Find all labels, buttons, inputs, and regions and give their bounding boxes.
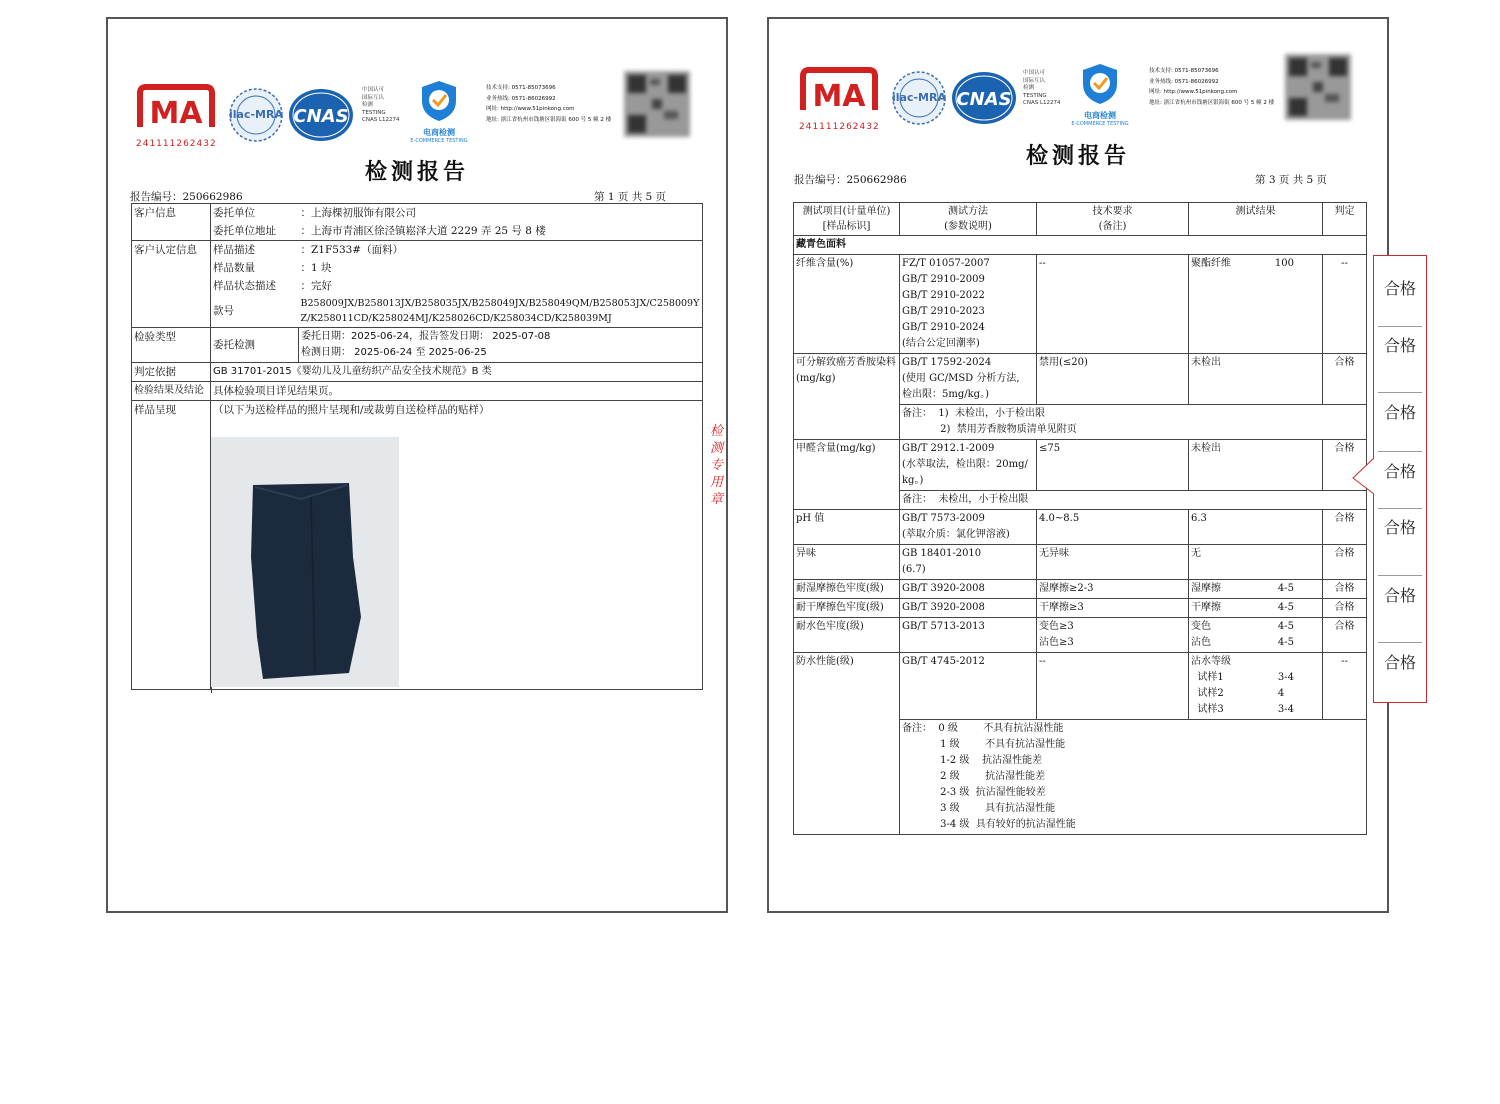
sample-state: ：完好 bbox=[299, 277, 703, 295]
cnas-text: CNAS bbox=[956, 89, 1012, 110]
result-value: 未检出 bbox=[1191, 357, 1221, 368]
verdict: 合格 bbox=[1323, 545, 1367, 580]
style-no-label: 款号 bbox=[211, 295, 299, 328]
cert-line: 国际互认 bbox=[362, 94, 385, 101]
cert-line: 检测 bbox=[362, 102, 374, 108]
result-row bbox=[794, 653, 1367, 720]
verdict: 合格 bbox=[1323, 510, 1367, 545]
qr-code-icon bbox=[624, 71, 690, 137]
report-number: 报告编号：250662986 bbox=[130, 191, 243, 203]
result-number: 3-4 4 3-4 bbox=[1277, 672, 1294, 715]
verdict: 合格 bbox=[1323, 354, 1367, 405]
cert-line: CNAS L12274 bbox=[1023, 100, 1061, 106]
test-method-line: 检出限：5mg/kg。) bbox=[902, 389, 989, 400]
result-value: 变色 沾色 bbox=[1191, 621, 1211, 648]
requirement: 干摩擦≥3 bbox=[1039, 602, 1084, 613]
inspect-type-value: 委托检测 bbox=[211, 328, 299, 363]
callout-divider bbox=[1378, 451, 1422, 452]
style-no: B258009JX/B258013JX/B258035JX/B258049JX/B258049QM/B258053JX/C258009YZ/K258011CD/K258024MJ/K258026CD/K258034CD/K258039MJ bbox=[299, 295, 703, 328]
verdict-callout bbox=[1373, 255, 1427, 703]
report-title: 检测报告 bbox=[1025, 143, 1130, 169]
cnas-badge-icon bbox=[951, 70, 1017, 126]
test-method-line: GB/T 4745-2012 bbox=[902, 656, 985, 667]
sample-desc: ：Z1F533#（面料） bbox=[299, 241, 703, 260]
basis-label: 判定依据 bbox=[132, 363, 211, 382]
ecom-label: 电商检测 bbox=[1084, 111, 1116, 120]
cert-line: CNAS L12274 bbox=[362, 117, 400, 123]
test-method-line: GB/T 2910-2024 bbox=[902, 322, 985, 333]
cnas-badge-icon bbox=[288, 87, 354, 143]
result-value: 无 bbox=[1191, 548, 1201, 559]
sample-show-note: （以下为送检样品的照片呈现和/或裁剪自送检样品的贴样） bbox=[213, 404, 490, 416]
requirement: 变色≥3 沾色≥3 bbox=[1039, 621, 1074, 648]
result-number: 100 bbox=[1274, 258, 1294, 269]
sample-state-label: 样品状态描述 bbox=[211, 277, 299, 295]
requirement: 湿摩擦≥2-3 bbox=[1039, 583, 1094, 594]
ecom-label: 电商检测 bbox=[423, 128, 455, 137]
note-line: 2-3 级 抗沾湿性能较差 bbox=[902, 787, 1046, 798]
test-method-line: (6.7) bbox=[902, 564, 926, 575]
sample-qty-label: 样品数量 bbox=[211, 259, 299, 277]
ecom-sub: E-COMMERCE TESTING bbox=[1071, 121, 1129, 127]
callout-divider bbox=[1378, 392, 1422, 393]
result-row bbox=[794, 255, 1367, 354]
callout-divider bbox=[1378, 508, 1422, 509]
note-line: 1-2 级 抗沾湿性能差 bbox=[902, 755, 1043, 766]
section-fabric: 藏青色面料 bbox=[794, 236, 1367, 255]
cert-text bbox=[1023, 70, 1061, 108]
test-item: 纤维含量(%) bbox=[794, 255, 900, 354]
test-method-line: GB/T 2910-2022 bbox=[902, 290, 985, 301]
cert-line: TESTING bbox=[1023, 92, 1047, 99]
header-item: 测试项目(计量单位) bbox=[802, 206, 891, 217]
header-logos bbox=[769, 54, 1387, 144]
requirement: 无异味 bbox=[1039, 548, 1069, 559]
callout-verdict: 合格 bbox=[1383, 336, 1416, 355]
result-value: 湿摩擦 bbox=[1191, 583, 1221, 594]
contact-line: 业务热线: 0571-86026992 bbox=[486, 95, 556, 102]
page-info: 第 1 页 共 5 页 bbox=[594, 191, 667, 203]
test-item: 异味 bbox=[794, 545, 900, 580]
test-method-line: kg。) bbox=[902, 475, 924, 486]
sample-desc-label: 样品描述 bbox=[211, 241, 299, 260]
contact-line: 网址: http://www.51pinkong.com bbox=[1149, 89, 1238, 95]
ilac-globe-icon bbox=[891, 70, 947, 126]
test-method-line: GB/T 2910-2023 bbox=[902, 306, 985, 317]
note-line: 备注： 0 级 不具有抗沾湿性能 bbox=[902, 723, 1064, 734]
result-row bbox=[794, 618, 1367, 653]
requirement: -- bbox=[1039, 656, 1046, 667]
result-row bbox=[794, 354, 1367, 405]
client-unit-label: 委托单位 bbox=[211, 204, 299, 223]
test-method-line: (水萃取法，检出限：20mg/ bbox=[902, 459, 1028, 470]
test-method-line: GB 18401-2010 bbox=[902, 548, 982, 559]
verdict: 合格 bbox=[1323, 580, 1367, 599]
contact-block bbox=[1149, 66, 1289, 108]
qr-code bbox=[1285, 54, 1351, 124]
svg-text:MA: MA bbox=[812, 79, 866, 114]
header-verdict: 判定 bbox=[1323, 203, 1367, 236]
result-row bbox=[794, 440, 1367, 491]
result-value: 沾水等级 试样1 试样2 试样3 bbox=[1191, 656, 1231, 715]
test-method-line: FZ/T 01057-2007 bbox=[902, 258, 990, 269]
test-method-line: GB/T 7573-2009 bbox=[902, 513, 985, 524]
result-row bbox=[794, 510, 1367, 545]
stamp-mark: 检测专用章 bbox=[710, 424, 724, 507]
ma-logo bbox=[136, 83, 217, 149]
report-number: 报告编号：250662986 bbox=[794, 174, 907, 186]
requirement: 4.0~8.5 bbox=[1039, 513, 1080, 524]
test-item: 耐水色牢度(级) bbox=[794, 618, 900, 653]
report-title: 检测报告 bbox=[364, 159, 469, 185]
note-line: 2 级 抗沾湿性能差 bbox=[902, 771, 1046, 782]
result-value: 干摩擦 bbox=[1191, 602, 1221, 613]
callout-verdict: 合格 bbox=[1383, 518, 1416, 537]
note-line: 备注： 未检出，小于检出限 bbox=[902, 494, 1029, 505]
callout-divider bbox=[1378, 326, 1422, 327]
header-result: 测试结果 bbox=[1189, 203, 1323, 236]
test-method-line: (使用 GC/MSD 分析方法, bbox=[902, 373, 1020, 384]
cnas-logo bbox=[951, 70, 1017, 130]
test-method-line: GB/T 5713-2013 bbox=[902, 621, 985, 632]
result-value: 6.3 bbox=[1191, 513, 1207, 524]
test-method-line: (萃取介质：氯化钾溶液) bbox=[902, 529, 1010, 540]
callout-divider bbox=[1378, 575, 1422, 576]
qr-code bbox=[624, 71, 690, 141]
requirement: -- bbox=[1039, 258, 1046, 269]
ma-mark-icon bbox=[136, 83, 216, 135]
test-item: 耐干摩擦色牢度(级) bbox=[794, 599, 900, 618]
callout-verdict: 合格 bbox=[1383, 586, 1416, 605]
contact-block bbox=[486, 83, 626, 125]
verdict: 合格 bbox=[1323, 618, 1367, 653]
ma-logo bbox=[799, 66, 880, 132]
note-line: 1 级 不具有抗沾湿性能 bbox=[902, 739, 1066, 750]
ecom-sub: E-COMMERCE TESTING bbox=[410, 138, 468, 144]
header-method: 测试方法 bbox=[948, 206, 988, 217]
test-method-line: GB/T 17592-2024 bbox=[902, 357, 992, 368]
client-unit: ：上海棵初服饰有限公司 bbox=[299, 204, 703, 223]
ma-mark-icon bbox=[799, 66, 879, 118]
verdict: -- bbox=[1323, 653, 1367, 720]
result-value: 未检出 bbox=[1191, 443, 1221, 454]
header-sample-id: [样品标识] bbox=[822, 221, 871, 232]
contact-line: 技术支持: 0571-85073696 bbox=[1149, 68, 1219, 74]
result-value: 具体检验项目详见结果页。 bbox=[211, 382, 703, 401]
test-method-line: (结合公定回潮率) bbox=[902, 338, 980, 349]
contact-line: 网址: http://www.51pinkong.com bbox=[486, 106, 575, 112]
test-method-line: GB/T 3920-2008 bbox=[902, 583, 985, 594]
test-item: 防水性能(级) bbox=[794, 653, 900, 835]
sample-qty: ：1 块 bbox=[299, 259, 703, 277]
test-method-line: GB/T 2912.1-2009 bbox=[902, 443, 995, 454]
qr-code-icon bbox=[1285, 54, 1351, 120]
svg-text:MA: MA bbox=[149, 96, 203, 131]
callout-verdict: 合格 bbox=[1383, 462, 1416, 481]
result-row bbox=[794, 599, 1367, 618]
note-line: 备注： 1) 未检出，小于检出限 bbox=[902, 408, 1045, 419]
cert-text bbox=[362, 87, 400, 125]
test-method-line: GB/T 3920-2008 bbox=[902, 602, 985, 613]
note-line: 2) 禁用芳香胺物质清单见附页 bbox=[902, 424, 1077, 435]
client-addr: ：上海市青浦区徐泾镇崧泽大道 2229 弄 25 号 8 楼 bbox=[299, 222, 703, 241]
cert-line: 中国认可 bbox=[362, 87, 385, 93]
cert-line: 中国认可 bbox=[1023, 70, 1046, 76]
contact-line: 地址: 浙江省杭州市钱塘区银海街 600 号 5 幢 2 楼 bbox=[1149, 99, 1275, 106]
test-item: 耐湿摩擦色牢度(级) bbox=[794, 580, 900, 599]
test-dates: 检测日期： 2025-06-24 至 2025-06-25 bbox=[301, 347, 487, 358]
ilac-globe-icon bbox=[228, 87, 284, 143]
result-row bbox=[794, 580, 1367, 599]
result-label: 检验结果及结论 bbox=[132, 382, 211, 401]
test-item: 可分解致癌芳香胺染料(mg/kg) bbox=[794, 354, 900, 440]
ilac-logo bbox=[228, 87, 284, 147]
customer-confirm-label: 客户认定信息 bbox=[132, 241, 211, 328]
contact-line: 技术支持: 0571-85073696 bbox=[486, 85, 556, 91]
shield-check-icon bbox=[419, 79, 459, 123]
cnas-logo bbox=[288, 87, 354, 147]
verdict: 合格 bbox=[1323, 440, 1367, 491]
header-logos bbox=[108, 71, 726, 161]
verdict: 合格 bbox=[1323, 599, 1367, 618]
page-info: 第 3 页 共 5 页 bbox=[1255, 174, 1328, 186]
cert-line: TESTING bbox=[362, 109, 386, 116]
header-remark: (备注) bbox=[1098, 221, 1127, 232]
report-page-1 bbox=[106, 17, 728, 913]
ilac-text: ilac-MRA bbox=[229, 108, 283, 121]
report-page-3 bbox=[767, 17, 1389, 913]
ma-number: 241111262432 bbox=[136, 139, 217, 149]
requirement: ≤75 bbox=[1039, 443, 1061, 454]
callout-verdict: 合格 bbox=[1383, 279, 1416, 298]
result-number: 4-5 4-5 bbox=[1277, 621, 1294, 648]
cnas-text: CNAS bbox=[293, 106, 349, 127]
ilac-text: ilac-MRA bbox=[892, 91, 946, 104]
inspect-type-label: 检验类型 bbox=[132, 328, 211, 363]
shield-check-icon bbox=[1080, 62, 1120, 106]
cert-line: 国际互认 bbox=[1023, 77, 1046, 84]
ecom-logo bbox=[1065, 62, 1135, 127]
requirement: 禁用(≤20) bbox=[1039, 357, 1088, 368]
callout-verdict: 合格 bbox=[1383, 653, 1416, 672]
basis-value: GB 31701-2015《婴幼儿及儿童纺织产品安全技术规范》B 类 bbox=[211, 363, 703, 382]
note-line: 3 级 具有抗沾湿性能 bbox=[902, 803, 1056, 814]
test-item: 甲醛含量(mg/kg) bbox=[794, 440, 900, 510]
results-table bbox=[793, 202, 1367, 835]
ilac-logo bbox=[891, 70, 947, 130]
client-addr-label: 委托单位地址 bbox=[211, 222, 299, 241]
verdict: -- bbox=[1323, 255, 1367, 354]
ecom-logo bbox=[404, 79, 474, 144]
header-param: (参数说明) bbox=[944, 221, 992, 232]
client-info-label: 客户信息 bbox=[132, 204, 211, 241]
note-line: 3-4 级 具有较好的抗沾湿性能 bbox=[902, 819, 1076, 830]
result-number: 4-5 bbox=[1277, 583, 1294, 594]
result-row bbox=[794, 545, 1367, 580]
callout-divider bbox=[1378, 642, 1422, 643]
test-item: pH 值 bbox=[794, 510, 900, 545]
contact-line: 地址: 浙江省杭州市钱塘区银海街 600 号 5 幢 2 楼 bbox=[486, 116, 612, 123]
client-info-table bbox=[131, 203, 703, 690]
callout-pointer-icon bbox=[1351, 456, 1375, 496]
sample-show-label: 样品呈现 bbox=[132, 401, 211, 690]
commission-dates: 委托日期：2025-06-24，报告签发日期： 2025-07-08 bbox=[301, 331, 551, 342]
result-number: 4-5 bbox=[1277, 602, 1294, 613]
callout-verdict: 合格 bbox=[1383, 403, 1416, 422]
contact-line: 业务热线: 0571-86026992 bbox=[1149, 78, 1219, 85]
fabric-sample-photo bbox=[211, 437, 399, 687]
cert-line: 检测 bbox=[1023, 85, 1035, 91]
header-requirement: 技术要求 bbox=[1092, 206, 1133, 217]
test-method-line: GB/T 2910-2009 bbox=[902, 274, 985, 285]
ma-number: 241111262432 bbox=[799, 122, 880, 132]
result-value: 聚酯纤维 bbox=[1191, 258, 1231, 269]
